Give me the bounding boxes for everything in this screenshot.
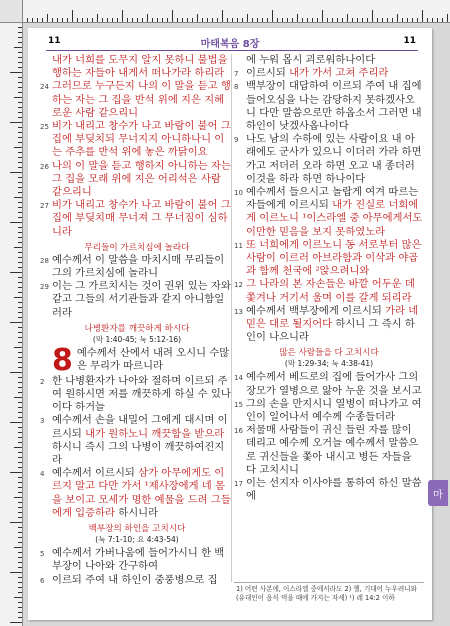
ruler-tick [14,47,22,48]
ruler-tick [292,18,293,22]
ruler-tick [18,362,22,363]
ruler-tick [402,18,403,22]
ruler-tick [18,152,22,153]
ruler-tick [447,14,448,22]
vertical-ruler[interactable] [0,22,23,626]
ruler-tick [262,18,263,22]
header-divider [46,50,418,51]
ruler-tick [72,10,73,22]
ruler-tick [277,18,278,22]
ruler-tick [397,14,398,22]
ruler-tick [18,37,22,38]
ruler-tick [10,522,22,523]
ruler-tick [18,617,22,618]
ruler-tick [32,18,33,22]
verse-7: 7 이르시되 내가 가서 고쳐 주리라 [234,67,389,80]
ruler-tick [18,262,22,263]
verse-12: 12 그 나라의 본 자손들은 바깥 어두운 데 쫓겨나 거기서 울며 이를 갈게 되리라 [234,278,415,304]
ruler-tick [442,18,443,22]
ruler-tick [18,142,22,143]
ruler-tick [142,18,143,22]
ruler-tick [202,18,203,22]
ruler-tick [18,327,22,328]
ruler-tick [177,18,178,22]
ruler-tick [377,18,378,22]
ruler-tick [18,437,22,438]
verse-6-cont: 에 누워 몹시 괴로워하나이다 [246,54,376,66]
ruler-tick [10,622,22,623]
ruler-tick [18,57,22,58]
ruler-tick [372,10,373,22]
ruler-tick [232,18,233,22]
ruler-tick [10,322,22,323]
ruler-tick [18,552,22,553]
ruler-tick [18,62,22,63]
ruler-tick [18,477,22,478]
right-column [234,54,424,504]
ruler-tick [18,612,22,613]
ruler-tick [18,237,22,238]
ruler-tick [237,18,238,22]
ruler-tick [167,18,168,22]
ruler-tick [322,10,323,22]
verse-29: 29 이는 그 가르치시는 것이 권위 있는 자와 같고 그들의 서기관들과 같지 아니함일러라 [40,280,231,319]
ruler-tick [422,10,423,22]
section-heading: 무리들이 가르치심에 놀라다 [84,242,190,253]
ruler-tick [247,14,248,22]
ruler-tick [18,452,22,453]
ruler-tick [162,18,163,22]
ruler-tick [27,18,28,22]
ruler-tick [18,207,22,208]
ruler-tick [18,427,22,428]
ruler-tick [42,18,43,22]
ruler-tick [287,18,288,22]
verse-3: 3 예수께서 손을 내밀어 그에게 대시며 이르시되 내가 원하노니 깨끗함을 받으라 하시니 즉시 그의 나병이 깨끗하여진지라 [40,414,228,467]
ruler-tick [14,97,22,98]
footnote-divider [234,582,424,583]
ruler-tick [207,18,208,22]
ruler-tick [18,267,22,268]
ruler-tick [357,18,358,22]
verse-17: 17 이는 선지자 이사야를 통하여 하신 말씀에 [234,477,422,503]
ruler-tick [312,18,313,22]
ruler-tick [18,67,22,68]
ruler-tick [127,18,128,22]
ruler-tick [242,18,243,22]
ruler-tick [18,82,22,83]
cross-reference: (막 1:29-34; 눅 4:38-41) [284,359,374,369]
ruler-tick [307,18,308,22]
ruler-tick [18,187,22,188]
ruler-tick [18,392,22,393]
ruler-tick [362,18,363,22]
ruler-tick [10,172,22,173]
ruler-tick [112,18,113,22]
ruler-tick [18,232,22,233]
ruler-tick [387,18,388,22]
ruler-tick [18,192,22,193]
ruler-tick [152,18,153,22]
cross-reference: (눅 7:1-10; 요 4:43-54) [95,535,179,545]
ruler-tick [197,14,198,22]
ruler-tick [18,402,22,403]
section-heading: 백부장의 하인을 고치시다 [88,524,186,535]
ruler-tick [18,417,22,418]
ruler-tick [18,482,22,483]
ruler-tick [47,14,48,22]
ruler-tick [147,14,148,22]
ruler-tick [10,472,22,473]
ruler-tick [92,18,93,22]
verse-14: 14 예수께서 베드로의 집에 들어가사 그의 장모가 열병으로 앓아 누운 것을 보시고 [234,371,422,397]
ruler-tick [67,18,68,22]
ruler-tick [317,18,318,22]
ruler-tick [122,10,123,22]
ruler-tick [257,18,258,22]
ruler-tick [18,287,22,288]
ruler-tick [267,18,268,22]
ruler-tick [302,18,303,22]
ruler-tick [137,18,138,22]
ruler-tick [14,147,22,148]
ruler-tick [18,317,22,318]
verse-8: 8 백부장이 대답하여 이르되 주여 내 집에 들어오심을 나는 감당하지 못하겠사오니 다만 말씀으로만 하옵소서 그러면 내 하인이 낫겠사옵나이다 [234,80,422,133]
ruler-tick [18,507,22,508]
ruler-tick [18,202,22,203]
ruler-tick [18,382,22,383]
ruler-tick [10,372,22,373]
book-title: 마태복음 8장 [200,39,260,50]
ruler-tick [212,18,213,22]
ruler-tick [102,18,103,22]
verse-15: 15 그의 손을 만지시니 열병이 떠나가고 여인이 일어나서 예수께 수종들더라 [234,397,422,424]
verse-6: 6 이르되 주여 내 하인이 중풍병으로 집 [40,573,218,586]
ruler-tick [18,517,22,518]
ruler-tick [417,18,418,22]
verse-2: 2 한 나병환자가 나아와 절하며 이르되 주여 원하시면 저를 깨끗하게 하실 수 있나이다 하거늘 [40,374,231,414]
ruler-tick [57,18,58,22]
ruler-tick [18,157,22,158]
ruler-tick [252,18,253,22]
ruler-tick [18,462,22,463]
ruler-tick [18,112,22,113]
ruler-tick [52,18,53,22]
ruler-tick [18,602,22,603]
verse-26: 26 나의 이 말을 듣고 행하지 아니하는 자는 그 집을 모래 위에 지은 어리석은 사람 같으리니 [40,159,231,199]
verse-4: 4 예수께서 이르시되 삼가 아무에게도 이르지 말고 다만 가서 ¹제사장에게 네 몸을 보이고 모세가 명한 예물을 드려 그들에게 입증하라 하시니라 [40,467,231,519]
ruler-tick [18,102,22,103]
ruler-tick [18,227,22,228]
ruler-tick [297,14,298,22]
ruler-tick [77,18,78,22]
verse-1: 8 예수께서 산에서 내려 오시니 수많은 무리가 따르니라 [52,342,230,378]
ruler-tick [87,18,88,22]
cross-reference: (막 1:40-45; 눅 5:12-16) [92,334,182,344]
verse-25: 25 비가 내리고 창수가 나고 바람이 불어 그 집에 부딪치되 무너지지 아니하나니 이는 주추를 반석 위에 놓은 까닭이요 [40,120,231,159]
ruler-tick [18,132,22,133]
ruler-tick [18,537,22,538]
ruler-tick [382,18,383,22]
ruler-tick [18,457,22,458]
ruler-tick [14,297,22,298]
ruler-tick [18,162,22,163]
ruler-corner [0,0,23,23]
ruler-tick [132,18,133,22]
ruler-tick [282,18,283,22]
verse-5: 5 예수께서 가버나움에 들어가시니 한 백부장이 나아와 간구하여 [40,547,225,573]
ruler-tick [18,177,22,178]
ruler-tick [97,14,98,22]
ruler-tick [187,18,188,22]
verse-11: 11 또 너희에게 이르노니 동 서로부터 많은 사람이 이르러 아브라함과 이삭과 야곱과 함께 천국에 ²앉으려니와 [234,238,422,278]
ruler-tick [18,127,22,128]
verse-16: 16 저물매 사람들이 귀신 들린 자를 많이 데리고 예수께 오거늘 예수께서 말씀으로 귀신들을 쫓아 내시고 병든 자들을 다 고치시니 [234,424,419,476]
ruler-tick [18,42,22,43]
ruler-tick [18,367,22,368]
verse-23-cont: 내가 너희를 도무지 알지 못하니 불법을 행하는 자들아 내게서 떠나가라 하리라 [52,54,228,80]
ruler-tick [18,182,22,183]
horizontal-ruler[interactable] [0,0,450,23]
ruler-tick [367,18,368,22]
ruler-tick [192,18,193,22]
section-heading: 나병환자를 깨끗하게 하시다 [84,323,190,334]
ruler-tick [432,18,433,22]
ruler-tick [14,497,22,498]
ruler-tick [352,18,353,22]
ruler-tick [182,18,183,22]
ruler-tick [18,542,22,543]
ruler-tick [412,18,413,22]
ruler-tick [172,10,173,22]
ruler-tick [18,307,22,308]
ruler-tick [18,577,22,578]
ruler-tick [18,357,22,358]
verse-27: 27 비가 내리고 창수가 나고 바람이 불어 그 집에 부딪치매 무너져 그 무너짐이 심하니라 [40,199,231,238]
ruler-tick [347,14,348,22]
chapter-number: 8 [52,342,73,378]
ruler-tick [37,18,38,22]
ruler-tick [337,18,338,22]
ruler-tick [18,337,22,338]
verse-13: 13 예수께서 백부장에게 이르시되 가라 네 믿은 대로 될지어다 하시니 그 즉시 하인이 나으니라 [234,304,419,344]
ruler-tick [14,447,22,448]
ruler-tick [18,352,22,353]
ruler-tick [10,272,22,273]
ruler-tick [18,377,22,378]
verse-9: 9 나도 남의 수하에 있는 사람이요 내 아래에도 군사가 있으니 이더러 가라 하면 가고 저더러 오라 하면 오고 내 종더러 이것을 하라 하면 하나이다 [234,133,422,185]
ruler-tick [18,532,22,533]
ruler-tick [14,397,22,398]
page-number-left: 11 [48,36,61,46]
ruler-tick [18,567,22,568]
ruler-tick [18,562,22,563]
ruler-tick [437,18,438,22]
ruler-tick [10,122,22,123]
ruler-tick [18,107,22,108]
ruler-tick [427,18,428,22]
ruler-tick [18,212,22,213]
ruler-tick [107,18,108,22]
ruler-tick [14,197,22,198]
ruler-tick [272,10,273,22]
ruler-tick [18,527,22,528]
ruler-tick [18,607,22,608]
section-heading: 많은 사람들을 다 고치시다 [279,348,379,359]
ruler-tick [18,27,22,28]
ruler-tick [18,412,22,413]
verse-28: 28 예수께서 이 말씀을 마치시매 무리들이 그의 가르치심에 놀라니 [40,253,225,280]
verse-24: 24 그러므로 누구든지 나의 이 말을 듣고 행하는 자는 그 집을 반석 위에 지은 지혜로운 사람 같으리니 [40,80,231,119]
ruler-tick [18,312,22,313]
ruler-tick [332,18,333,22]
ruler-tick [18,277,22,278]
ruler-tick [392,18,393,22]
ruler-tick [18,587,22,588]
page [28,28,432,620]
ruler-tick [117,18,118,22]
ruler-tick [18,332,22,333]
ruler-tick [14,597,22,598]
ruler-tick [18,117,22,118]
ruler-tick [18,502,22,503]
ruler-tick [10,222,22,223]
ruler-tick [18,242,22,243]
ruler-tick [14,347,22,348]
ruler-tick [10,72,22,73]
ruler-tick [14,247,22,248]
ruler-tick [18,302,22,303]
verse-10: 10 예수께서 들으시고 놀랍게 여겨 따르는 자들에게 이르시되 내가 진실로 너희에게 이르노니 ¹이스라엘 중 아무에게서도 이만한 믿음을 보지 못하였노라 [234,186,423,238]
ruler-tick [18,257,22,258]
ruler-tick [18,252,22,253]
ruler-tick [82,18,83,22]
ruler-tick [18,217,22,218]
ruler-tick [18,92,22,93]
ruler-tick [18,292,22,293]
ruler-tick [18,167,22,168]
ruler-tick [407,18,408,22]
ruler-tick [18,487,22,488]
ruler-tick [10,422,22,423]
ruler-tick [18,467,22,468]
page-number-right: 11 [403,36,416,46]
ruler-tick [18,282,22,283]
left-column [40,54,234,587]
ruler-tick [18,387,22,388]
ruler-tick [62,18,63,22]
ruler-tick [18,592,22,593]
footnote: 1) 어떤 사본에, 이스라엘 중에서라도 2) 헬, 기대어 누우려니와(유대인이 음식 먹을 때에 가지는 자세) ¹) 레 14:2 이하 [236,585,417,602]
ruler-tick [222,10,223,22]
ruler-tick [18,77,22,78]
ruler-tick [18,557,22,558]
ruler-tick [18,407,22,408]
ruler-tick [18,52,22,53]
ruler-tick [157,18,158,22]
book-index-tab[interactable]: 마 [428,480,448,506]
ruler-tick [18,582,22,583]
ruler-tick [18,32,22,33]
ruler-tick [18,512,22,513]
ruler-tick [10,572,22,573]
ruler-tick [18,442,22,443]
ruler-tick [217,18,218,22]
ruler-tick [14,547,22,548]
ruler-tick [18,492,22,493]
ruler-tick [227,18,228,22]
ruler-tick [18,137,22,138]
ruler-tick [18,432,22,433]
ruler-tick [327,18,328,22]
ruler-tick [18,342,22,343]
ruler-tick [342,18,343,22]
ruler-tick [18,87,22,88]
